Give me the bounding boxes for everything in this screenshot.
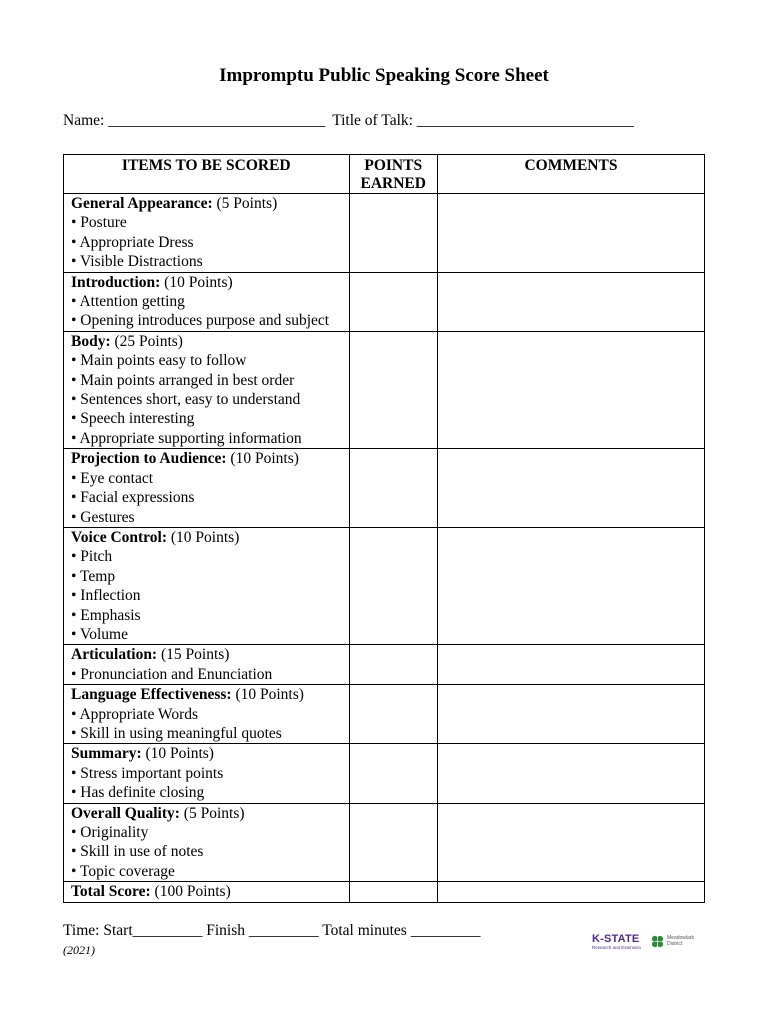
score-item-title: Voice Control: — [71, 528, 168, 546]
score-item-title: Overall Quality: — [71, 804, 180, 822]
points-earned-cell[interactable] — [349, 449, 437, 528]
score-item-max-points: (100 Points) — [154, 883, 231, 901]
time-line[interactable]: Time: Start_________ Finish _________ Total minutes _________ — [63, 922, 481, 939]
points-earned-cell[interactable] — [349, 194, 437, 273]
comments-cell[interactable] — [437, 882, 704, 902]
score-criterion: • Gestures — [71, 508, 135, 526]
score-item-cell — [64, 449, 350, 528]
comments-cell[interactable] — [437, 527, 704, 644]
score-item-title: Summary: — [71, 745, 142, 763]
score-item-max-points: (5 Points) — [183, 804, 245, 822]
score-item-max-points: (10 Points) — [164, 273, 233, 291]
score-item-heading — [71, 804, 349, 823]
score-row — [64, 744, 705, 803]
score-criterion: • Appropriate Words — [71, 705, 199, 723]
points-earned-cell[interactable] — [349, 685, 437, 744]
score-criterion: • Appropriate supporting information — [71, 429, 302, 447]
score-item-heading — [71, 332, 349, 351]
score-row — [64, 645, 705, 685]
score-item-heading — [71, 528, 349, 547]
score-item-title: General Appearance: — [71, 195, 213, 212]
comments-cell[interactable] — [437, 194, 704, 273]
score-criterion: • Opening introduces purpose and subject — [71, 312, 330, 330]
points-earned-cell[interactable] — [349, 645, 437, 685]
score-item-title: Projection to Audience: — [71, 450, 227, 468]
4h-clover-icon — [650, 934, 665, 949]
score-row — [64, 685, 705, 744]
score-criterion: • Skill in using meaningful quotes — [71, 724, 282, 742]
score-criterion: • Main points arranged in best order — [71, 371, 295, 389]
score-item-cell — [64, 744, 350, 803]
score-item-title: Articulation: — [71, 646, 158, 664]
score-item-max-points: (15 Points) — [160, 646, 230, 664]
score-row — [64, 449, 705, 528]
score-item-cell — [64, 527, 350, 644]
score-criterion: • Volume — [71, 625, 128, 643]
score-item-cell — [64, 882, 350, 902]
score-item-max-points: (10 Points) — [230, 450, 299, 468]
score-criterion: • Pronunciation and Enunciation — [71, 665, 273, 683]
score-criterion: • Pitch — [71, 548, 113, 566]
score-criterion: • Temp — [71, 567, 116, 585]
score-criterion: • Emphasis — [71, 606, 141, 624]
score-item-title: Language Effectiveness: — [71, 686, 232, 704]
score-criterion: • Facial expressions — [71, 489, 195, 507]
score-criterion: • Has definite closing — [71, 784, 205, 802]
score-item-heading — [71, 685, 349, 704]
name-field[interactable]: Name: ____________________________ — [63, 112, 326, 129]
page-title: Impromptu Public Speaking Score Sheet — [219, 65, 549, 86]
score-item-title: Body: — [71, 332, 111, 350]
score-criterion: • Main points easy to follow — [71, 352, 247, 370]
table-header-row — [64, 155, 705, 194]
points-earned-cell[interactable] — [349, 803, 437, 882]
score-criterion: • Posture — [71, 214, 127, 232]
comments-cell[interactable] — [437, 331, 704, 448]
header-comments: COMMENTS — [437, 155, 704, 194]
score-table-body — [64, 194, 705, 903]
score-criterion: • Skill in use of notes — [71, 843, 204, 861]
score-item-cell — [64, 645, 350, 685]
score-item-title: Total Score: — [71, 883, 151, 901]
header-items: ITEMS TO BE SCORED — [64, 155, 350, 194]
score-item-heading — [71, 194, 349, 213]
score-row — [64, 527, 705, 644]
score-criterion: • Visible Distractions — [71, 253, 203, 271]
kstate-logo-tagline: Research and Extension — [592, 945, 642, 950]
points-earned-cell[interactable] — [349, 331, 437, 448]
score-item-cell — [64, 331, 350, 448]
comments-cell[interactable] — [437, 803, 704, 882]
score-item-heading — [71, 273, 349, 292]
title-of-talk-field[interactable]: Title of Talk: ____________________________ — [332, 112, 634, 129]
score-item-cell — [64, 803, 350, 882]
score-criterion: • Attention getting — [71, 293, 185, 311]
score-criterion: • Inflection — [71, 587, 141, 605]
score-item-heading — [71, 449, 349, 468]
district-label: Meadowlark District — [667, 935, 694, 947]
score-item-heading — [71, 645, 349, 664]
score-table — [63, 154, 705, 903]
comments-cell[interactable] — [437, 272, 704, 331]
score-item-max-points: (10 Points) — [145, 745, 214, 763]
score-item-title: Introduction: — [71, 273, 161, 291]
comments-cell[interactable] — [437, 744, 704, 803]
header-points-earned: POINTS EARNED — [349, 155, 437, 194]
name-and-title-line — [63, 112, 634, 130]
score-row — [64, 882, 705, 902]
score-criterion: • Stress important points — [71, 764, 224, 782]
points-earned-cell[interactable] — [349, 744, 437, 803]
score-item-cell — [64, 685, 350, 744]
points-earned-cell[interactable] — [349, 272, 437, 331]
score-item-max-points: (10 Points) — [170, 528, 240, 546]
score-criterion: • Sentences short, easy to understand — [71, 391, 301, 409]
points-earned-cell[interactable] — [349, 527, 437, 644]
score-item-heading — [71, 744, 349, 763]
score-criterion: • Speech interesting — [71, 410, 195, 428]
score-item-heading — [71, 882, 349, 901]
score-criterion: • Appropriate Dress — [71, 233, 194, 251]
score-item-max-points: (10 Points) — [235, 686, 304, 704]
score-item-max-points: (25 Points) — [114, 332, 183, 350]
score-row — [64, 194, 705, 273]
kstate-logo — [592, 933, 702, 953]
score-item-cell — [64, 272, 350, 331]
score-row — [64, 272, 705, 331]
kstate-logo-name: K-STATE — [592, 933, 640, 945]
comments-cell[interactable] — [437, 449, 704, 528]
score-item-max-points: (5 Points) — [216, 195, 278, 212]
comments-cell[interactable] — [437, 645, 704, 685]
score-row — [64, 803, 705, 882]
points-earned-cell[interactable] — [349, 882, 437, 902]
score-criterion: • Topic coverage — [71, 862, 175, 880]
score-criterion: • Originality — [71, 824, 149, 841]
comments-cell[interactable] — [437, 685, 704, 744]
score-item-cell — [64, 194, 350, 273]
year-label: (2021) — [63, 943, 95, 957]
score-row — [64, 331, 705, 448]
score-criterion: • Eye contact — [71, 469, 154, 487]
